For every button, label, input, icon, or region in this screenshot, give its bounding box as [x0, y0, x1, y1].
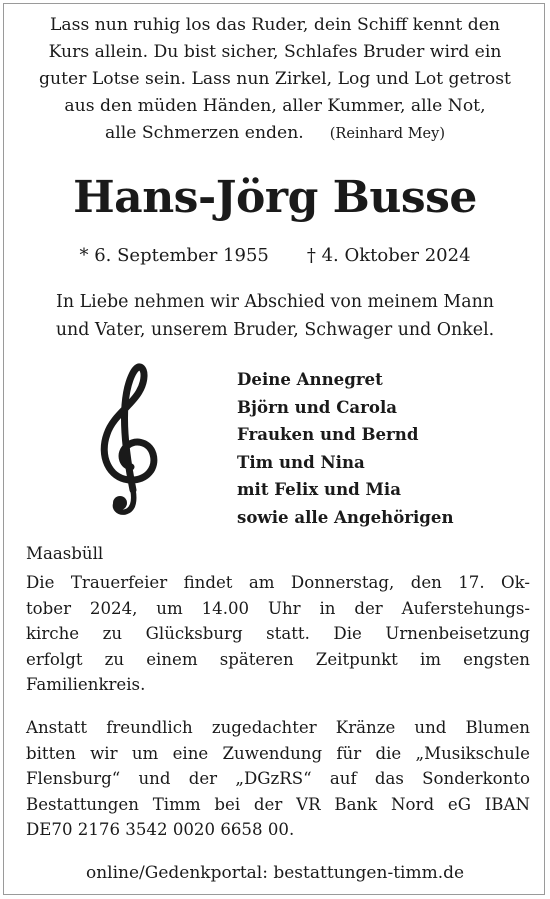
- life-dates: [0, 242, 550, 270]
- mourners-list: [237, 366, 454, 532]
- mourner: Tim und Nina: [237, 451, 365, 472]
- donation-line: Anstatt freundlich zugedachter Kränze und Blumen: [26, 718, 530, 737]
- ceremony-line: kirche zu Glücksburg statt. Die Urnenbeisetzung: [26, 624, 530, 643]
- ceremony-line: Die Trauerfeier findet am Donnerstag, den 17. Ok-: [26, 573, 530, 592]
- mourner: mit Felix und Mia: [237, 479, 401, 500]
- death-date: † 4. Oktober 2024: [306, 245, 471, 266]
- mourner: Björn und Carola: [237, 396, 398, 417]
- mourner: Deine Annegret: [237, 369, 383, 389]
- mourner: sowie alle Angehörigen: [237, 506, 454, 527]
- poem-line: Lass nun ruhig los das Ruder, dein Schiff kennt den: [49, 15, 501, 35]
- memorial-portal-link: online/Gedenkportal: bestattungen-timm.de: [85, 863, 465, 883]
- farewell-line: und Vater, unserem Bruder, Schwager und Onkel.: [55, 320, 495, 340]
- place-name: Maasbüll: [26, 544, 104, 563]
- farewell-text: [0, 288, 550, 344]
- farewell-line: In Liebe nehmen wir Abschied von meinem Mann: [56, 292, 494, 312]
- poem-line: aus den müden Händen, aller Kummer, alle Not,: [64, 96, 486, 116]
- poem: [0, 12, 550, 148]
- donation-line: Flensburg“ und der „DGzRS“ auf das Sonderkonto: [26, 769, 530, 788]
- ceremony-paragraph: [26, 570, 530, 698]
- treble-clef-icon: [87, 360, 167, 520]
- ceremony-line: Familienkreis.: [26, 675, 146, 694]
- donation-line: Bestattungen Timm bei der VR Bank Nord eG IBAN: [26, 794, 530, 814]
- donation-paragraph: [26, 715, 530, 843]
- poem-line-last: [0, 120, 550, 148]
- mourner: Frauken und Bernd: [237, 424, 419, 445]
- poem-line: Kurs allein. Du bist sicher, Schlafes Bruder wird ein: [48, 42, 502, 62]
- birth-date: * 6. September 1955: [79, 245, 269, 266]
- deceased-name: Hans-Jörg Busse: [73, 172, 477, 223]
- ceremony-line: tober 2024, um 14.00 Uhr in der Auferstehungs-: [26, 598, 530, 618]
- ceremony-line: erfolgt zu einem späteren Zeitpunkt im engsten: [26, 649, 530, 669]
- poem-line: guter Lotse sein. Lass nun Zirkel, Log und Lot getrost: [39, 69, 511, 89]
- poem-author: (Reinhard Mey): [329, 126, 445, 142]
- donation-line: DE70 2176 3542 0020 6658 00.: [26, 820, 295, 839]
- poem-line: alle Schmerzen enden.: [105, 123, 304, 143]
- donation-line: bitten wir um eine Zuwendung für die „Musikschule: [26, 743, 530, 763]
